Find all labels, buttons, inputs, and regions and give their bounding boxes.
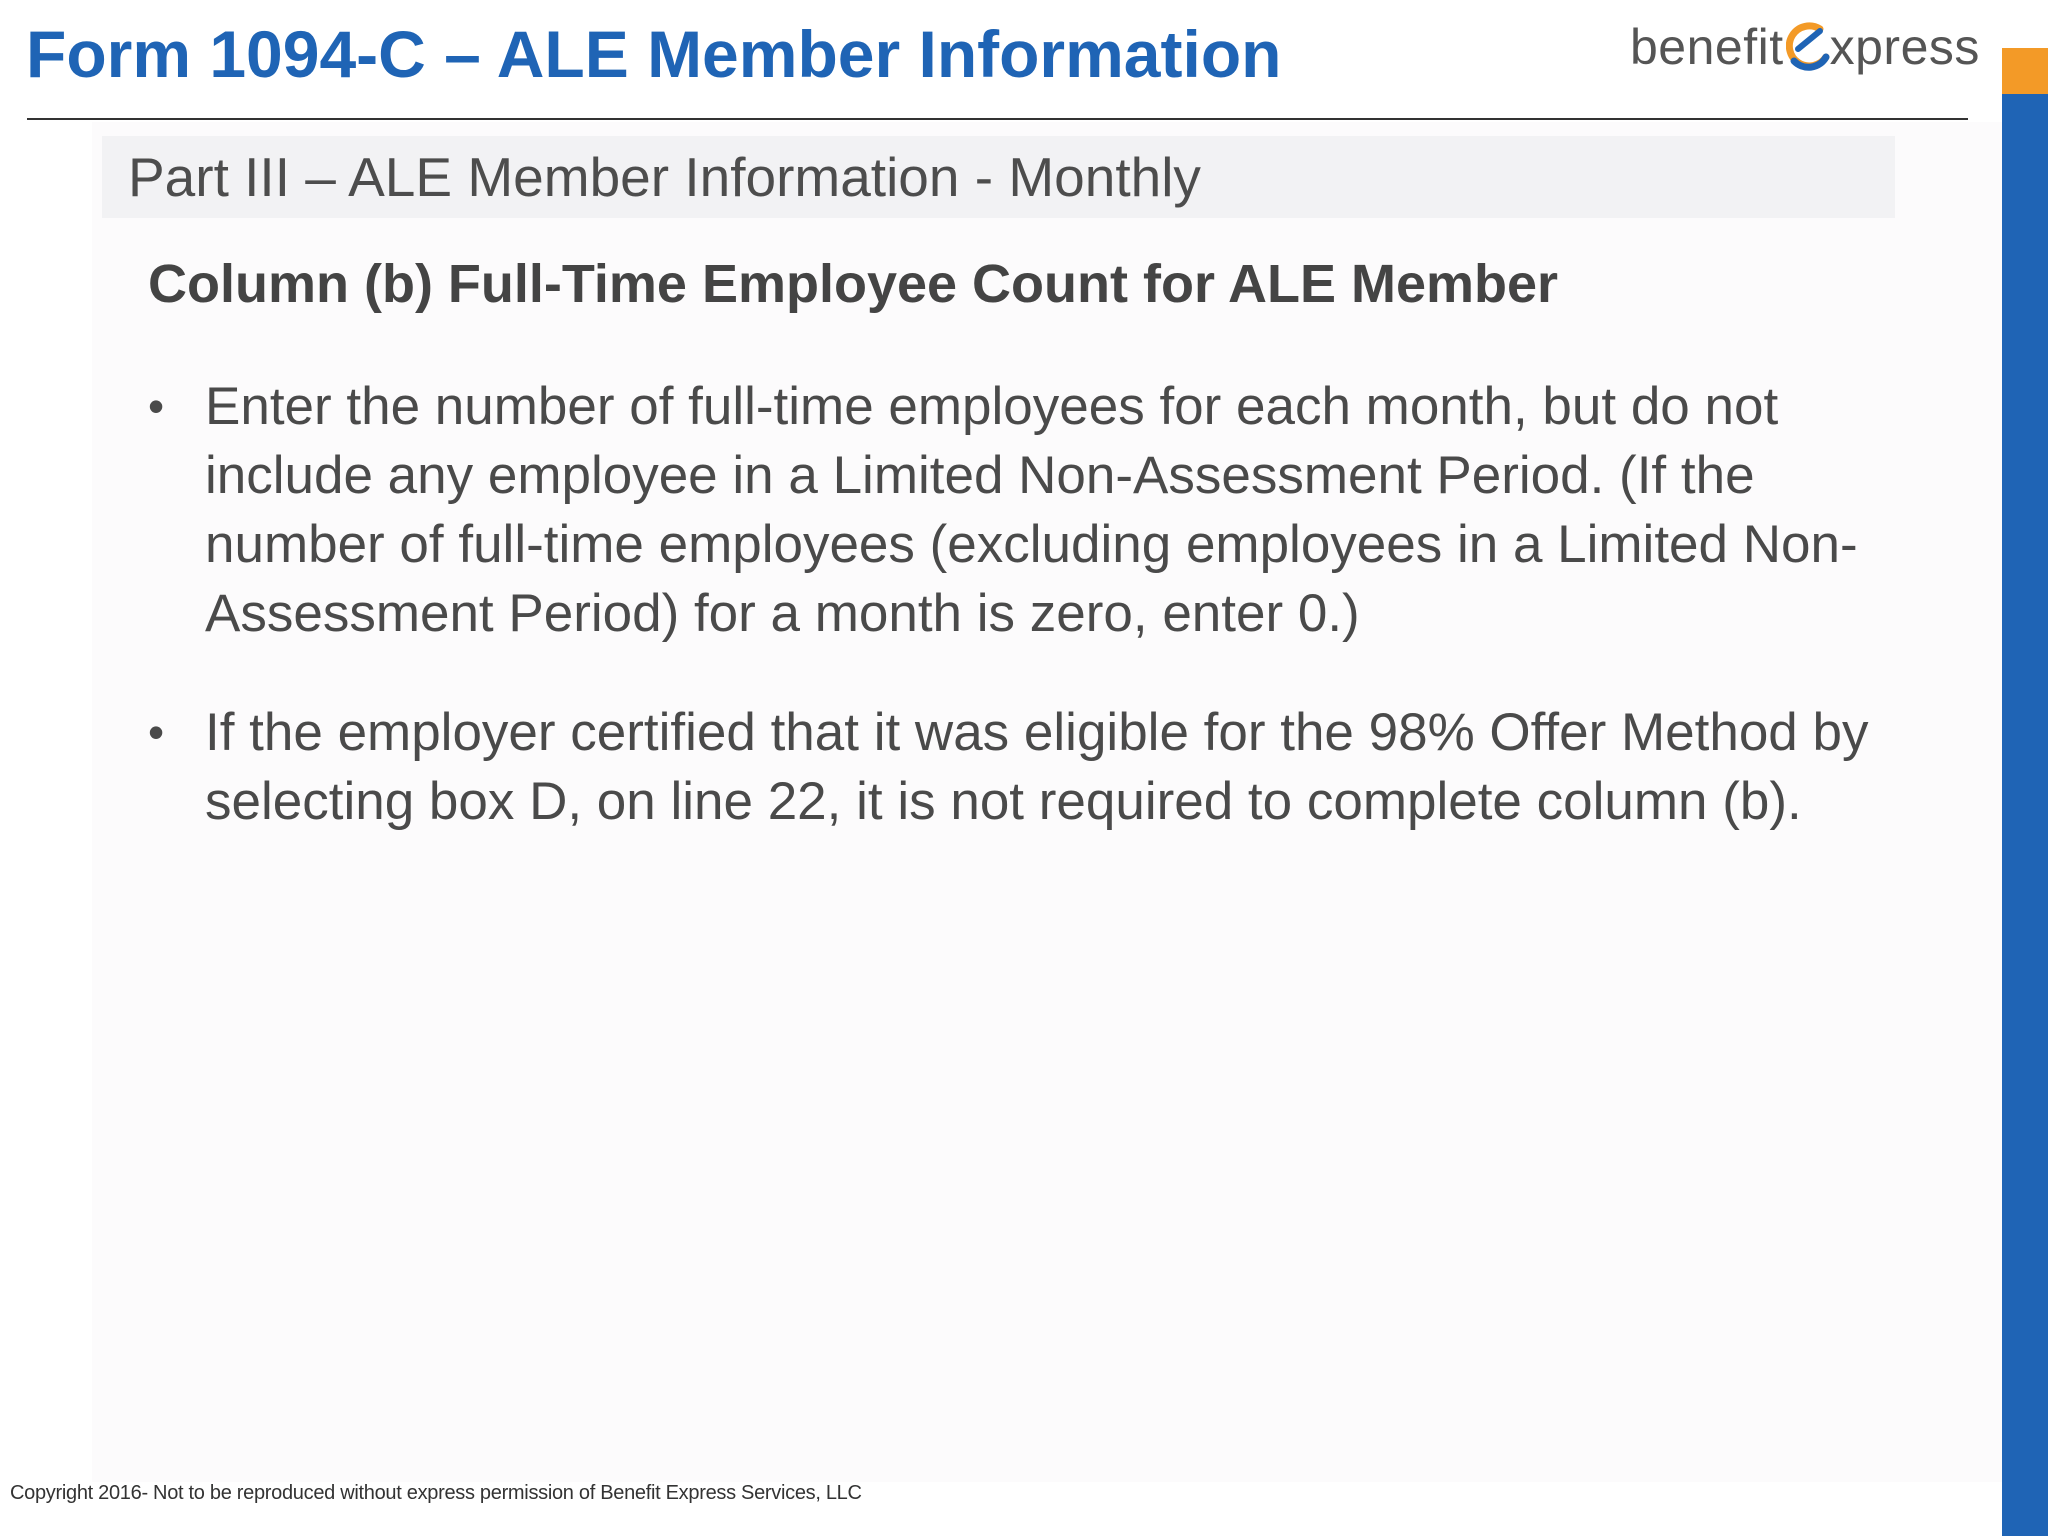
bullet-icon: • [148,706,165,758]
side-bar-accent [2002,48,2048,94]
side-bar-top [2002,0,2048,48]
slide-title: Form 1094-C – ALE Member Information [26,17,1282,91]
logo-text-right: xpress [1829,19,1980,75]
bullet-icon: • [148,380,165,432]
list-item [148,372,1908,648]
benefit-express-e-logo-icon [1786,21,1832,73]
title-divider [27,118,1968,120]
bullet-text: Enter the number of full-time employees for each month, but do not include any employee in a Limited Non-Assessment Period. (If the number of full-time employees (excluding employees in a Limited Non-Assessment Period) for a month is zero, enter 0.) [205,377,1858,643]
bullet-text: If the employer certified that it was eligible for the 98% Offer Method by selecting box D, on line 22, it is not required to complete column (b). [205,703,1869,831]
column-heading: Column (b) Full-Time Employee Count for ALE Member [148,254,1559,314]
logo-text-left: benefit [1630,19,1784,75]
bullet-list [148,372,1908,886]
side-bar [2002,0,2048,1536]
list-item [148,698,1908,836]
section-title: Part III – ALE Member Information - Monthly [128,146,1201,208]
copyright-footer: Copyright 2016- Not to be reproduced without express permission of Benefit Express Services, LLC [10,1482,862,1504]
benefit-express-logo [1630,12,1980,82]
